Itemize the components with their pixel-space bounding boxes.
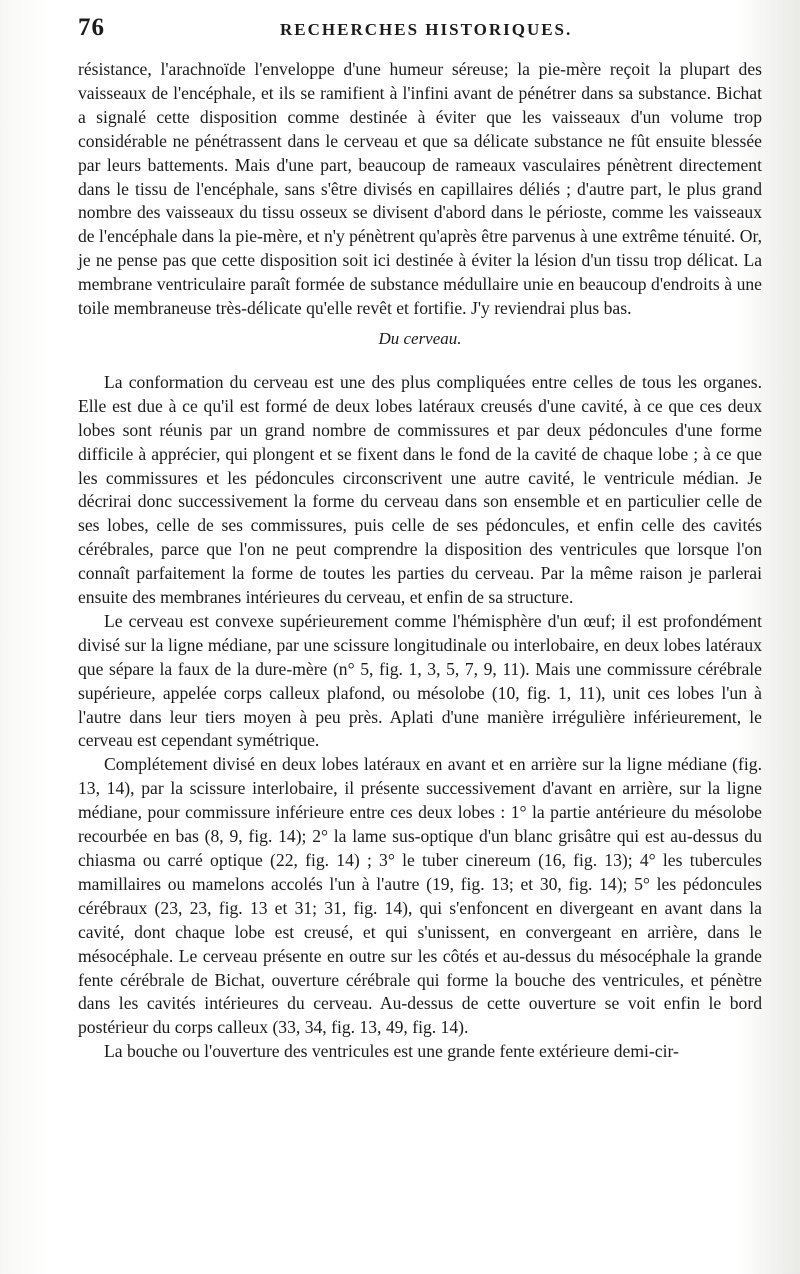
paragraph-continued: résistance, l'arachnoïde l'enveloppe d'une humeur séreuse; la pie-mère reçoit la plupart des vaisseaux de l'encéphale, et ils se ramifient à l'infini avant de pénétrer dans sa substance. Bichat a signalé cette disposition comme destinée à éviter que les vaisseaux d'un volume trop considérable ne pénétrassent dans le cerveau et que sa délicate substance ne fût ensuite blessée par leurs battements. Mais d'une part, beaucoup de rameaux vasculaires pénètrent directement dans le tissu de l'encéphale, sans s'être divisés en capillaires déliés ; d'autre part, le plus grand nombre des vaisseaux du tissu osseux se divisent d'abord dans le périoste, comme les vaisseaux de l'encéphale dans la pie-mère, et n'y pénètrent qu'après être parvenus à une extrême ténuité. Or, je ne pense pas que cette disposition soit ici destinée à éviter la lésion d'un tissu trop délicat. La membrane ventriculaire paraît formée de substance médullaire unie en beaucoup d'endroits à une toile membraneuse très-délicate qu'elle revêt et fortifie. J'y reviendrai plus bas. [78,59,762,319]
paragraph: Le cerveau est convexe supérieurement comme l'hémisphère d'un œuf; il est profondément divisé sur la ligne médiane, par une scissure longitudinale ou interlobaire, en deux lobes latéraux que sépare la faux de la dure-mère (n° 5, fig. 1, 3, 5, 7, 9, 11). Mais une commissure cérébrale supérieure, appelée corps calleux plafond, ou mésolobe (10, fig. 1, 11), unit ces lobes l'un à l'autre dans leur tiers moyen à peu près. Aplati d'une manière irrégulière inférieurement, le cerveau est cependant symétrique. [78,610,762,751]
paragraph: Complétement divisé en deux lobes latéraux en avant et en arrière sur la ligne médiane (fig. 13, 14), par la scissure interlobaire, il présente successivement d'avant en arrière, sur la ligne médiane, pour commissure inférieure entre ces deux lobes : 1° la partie antérieure du mésolobe recourbée en bas (8, 9, fig. 14); 2° la lame sus-optique d'un blanc grisâtre qui est au-dessus du chiasma ou carré optique (22, fig. 14) ; 3° le tuber cinereum (16, fig. 13); 4° les tubercules mamillaires ou mamelons accolés l'un à l'autre (19, fig. 13; et 30, fig. 14); 5° les pédoncules cérébraux (23, 23, fig. 13 et 31; 31, fig. 14), qui s'enfoncent en divergeant en avant dans la cavité, dont chaque lobe est creusé, et qui s'unissent, en convergeant en arrière, dans le mésocéphale. Le cerveau présente en outre sur les côtés et au-dessus du mésocéphale la grande fente cérébrale de Bichat, ouverture cérébrale qui forme la bouche des ventricules, et pénètre dans les cavités intérieures du cerveau. Au-dessus de cette ouverture se voit enfin le bord postérieur du corps calleux (33, 34, fig. 13, 49, fig. 14). [78,754,762,1038]
page-number: 76 [78,14,105,41]
paragraph-truncated: La bouche ou l'ouverture des ventricules est une grande fente extérieure demi-cir- [104,1041,679,1062]
section-heading: Du cerveau. [378,328,462,348]
running-head [78,14,762,54]
body-text [78,58,762,1064]
paragraph: La conformation du cerveau est une des plus compliquées entre celles de tous les organes. Elle est due à ce qu'il est formé de deux lobes latéraux creusés d'une cavité, à ce que ces deux lobes sont réunis par un grand nombre de commissures et par deux pédoncules d'une forme difficile à apprécier, qui plongent et se fixent dans le fond de la cavité de chaque lobe ; à ce que les commissures et les pédoncules circonscrivent une autre cavité, le ventricule médian. Je décrirai donc successivement la forme du cerveau dans son ensemble et en particulier celle de ses lobes, celle de ses commissures, puis celle de ses pédoncules, et enfin celle des cavités cérébrales, parce que l'on ne peut comprendre la disposition des ventricules que lorsque l'on connaît parfaitement la forme de toutes les parties du cerveau. Par la même raison je parlerai ensuite des membranes intérieures du cerveau, et enfin de sa structure. [78,371,762,608]
running-title: RECHERCHES HISTORIQUES. [280,20,573,39]
